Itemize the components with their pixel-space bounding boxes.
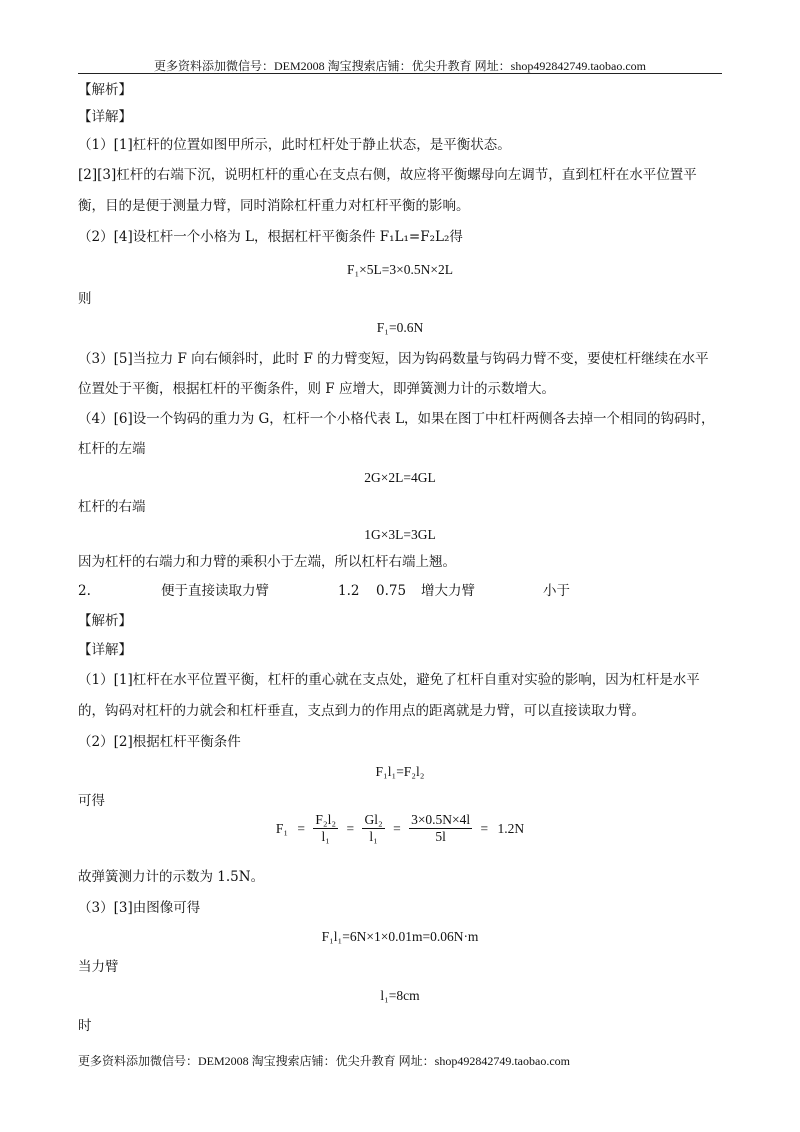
q2-equation-1: F₁l₁=F₂l₂ — [375, 764, 425, 779]
q1-paragraph-1: （1）[1]杠杆的位置如图甲所示，此时杠杆处于静止状态，是平衡状态。 — [78, 137, 511, 153]
q2-paragraph-1b: 的，钩码对杠杆的力就会和杠杆垂直，支点到力的作用点的距离就是力臂，可以直接读取力臂。 — [78, 703, 645, 719]
q1-equation-3: 2G×2L=4GL — [364, 470, 436, 485]
q2-answer-4: 增大力臂 — [421, 583, 475, 599]
eq-rhs: 1.2N — [497, 820, 525, 836]
q2-analysis-label: 【解析】 — [78, 613, 132, 629]
q2-paragraph-4: （3）[3]由图像可得 — [78, 900, 201, 916]
fraction-1: $\frac{\text{F₂l₂}}{\text{l₁}}$ — [315, 812, 337, 844]
q2-fraction-equation: F₁ = $\frac{\text{F₂l₂}}{\text{l₁}}$ = $\frac{\text{Gl₂}}{\text{l₁}}$ = $\frac{3\times 0.5N\times 4l}{5l}$ = 1.2N — [275, 812, 525, 844]
q2-equation-3: l₁=8cm — [380, 988, 420, 1003]
q2-equation-2: F₁l₁=6N×1×0.01m=0.06N·m — [321, 929, 479, 944]
q2-paragraph-5: 当力臂 — [78, 959, 119, 975]
header-divider — [78, 73, 722, 74]
q1-analysis-label: 【解析】 — [78, 82, 132, 98]
q2-answer-1: 便于直接读取力臂 — [161, 583, 269, 599]
q1-paragraph-2a: [2][3]杠杆的右端下沉，说明杠杆的重心在支点右侧，故应将平衡螺母向左调节，直到杠杆在水平位置平 — [78, 167, 697, 183]
q1-equation-1: F₁×5L=3×0.5N×2L — [346, 262, 454, 277]
q1-paragraph-7: 因为杠杆的右端力和力臂的乘积小于左端，所以杠杆右端上翘。 — [78, 554, 456, 570]
q1-paragraph-4b: 位置处于平衡，根据杠杆的平衡条件，则 F 应增大，即弹簧测力计的示数增大。 — [78, 381, 555, 397]
q1-ze-text: 则 — [78, 291, 92, 307]
page-header: 更多资料添加微信号：DEM2008 淘宝搜索店铺：优尖升教育 网址：shop492842749.taobao.com — [154, 59, 646, 73]
q2-number: 2. — [78, 583, 91, 599]
q1-paragraph-5a: （4）[6]设一个钩码的重力为 G，杠杆一个小格代表 L，如果在图丁中杠杆两侧各去掉一个相同的钩码时， — [78, 411, 715, 427]
q2-answer-5: 小于 — [543, 583, 570, 599]
q1-paragraph-4a: （3）[5]当拉力 F 向右倾斜时，此时 F 的力臂变短，因为钩码数量与钩码力臂不变，要使杠杆继续在水平 — [78, 351, 709, 367]
q1-paragraph-2b: 衡，目的是便于测量力臂，同时消除杠杆重力对杠杆平衡的影响。 — [78, 198, 470, 214]
fraction-2: $\frac{\text{Gl₂}}{\text{l₁}}$ — [364, 812, 383, 844]
q1-paragraph-5b: 杠杆的左端 — [78, 441, 146, 457]
q2-paragraph-1a: （1）[1]杠杆在水平位置平衡，杠杆的重心就在支点处，避免了杠杆自重对实验的影响，因为杠杆是水平 — [78, 672, 700, 688]
fraction-3: $\frac{3\times 0.5N\times 4l}{5l}$ — [411, 812, 471, 844]
q2-answer-3: 0.75 — [376, 583, 407, 599]
q1-equation-2: F₁=0.6N — [376, 320, 424, 335]
q1-equation-4: 1G×3L=3GL — [364, 527, 436, 542]
q1-detail-label: 【详解】 — [78, 109, 132, 125]
eq-lhs: F₁ — [275, 820, 289, 836]
q2-paragraph-2: （2）[2]根据杠杆平衡条件 — [78, 734, 241, 750]
q2-paragraph-3: 故弹簧测力计的示数为 1.5N。 — [78, 869, 265, 885]
q1-paragraph-3: （2）[4]设杠杆一个小格为 L，根据杠杆平衡条件 F₁L₁=F₂L₂得 — [78, 229, 463, 245]
q2-detail-label: 【详解】 — [78, 642, 132, 658]
q2-paragraph-6: 时 — [78, 1018, 92, 1034]
page-footer: 更多资料添加微信号：DEM2008 淘宝搜索店铺：优尖升教育 网址：shop492842749.taobao.com — [78, 1054, 570, 1068]
q1-paragraph-6: 杠杆的右端 — [78, 499, 146, 515]
q2-kede-text: 可得 — [78, 793, 105, 809]
q2-answer-2: 1.2 — [338, 583, 360, 599]
